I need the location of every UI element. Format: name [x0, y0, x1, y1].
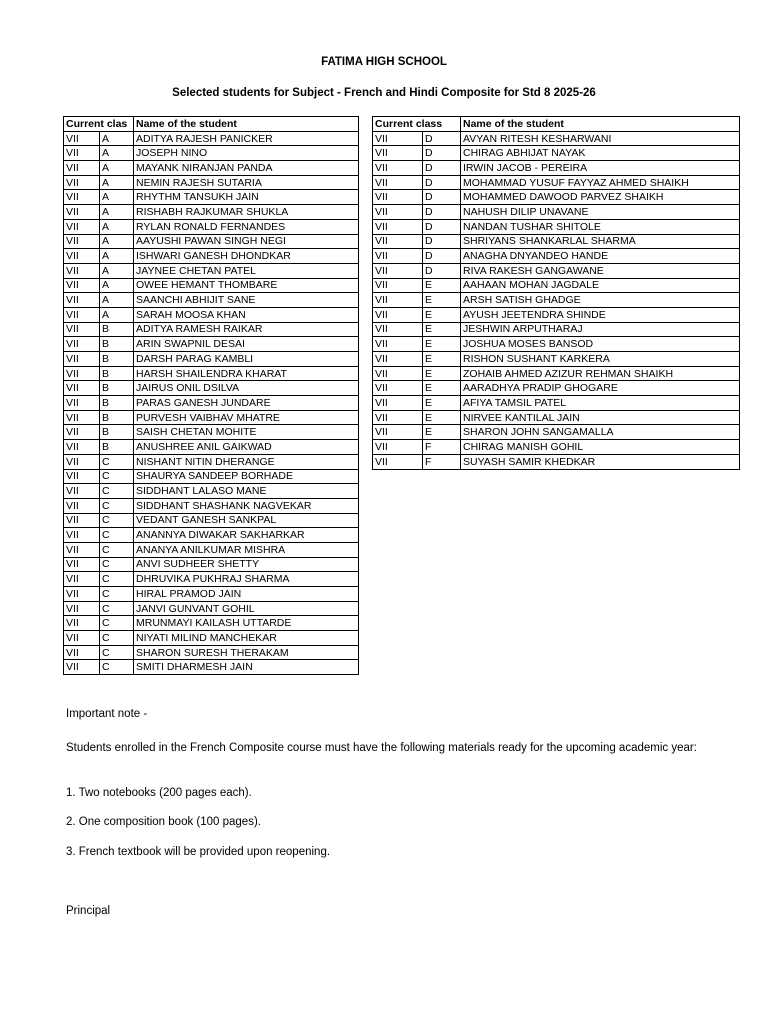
- student-name-cell: PURVESH VAIBHAV MHATRE: [134, 410, 359, 425]
- class-std-cell: VII: [64, 542, 100, 557]
- table-row: [64, 366, 359, 381]
- student-name-cell: AYUSH JEETENDRA SHINDE: [461, 307, 740, 322]
- student-name-cell: AFIYA TAMSIL PATEL: [461, 396, 740, 411]
- division-cell: A: [100, 161, 134, 176]
- student-name-cell: HARSH SHAILENDRA KHARAT: [134, 366, 359, 381]
- student-name-cell: JOSHUA MOSES BANSOD: [461, 337, 740, 352]
- class-std-cell: VII: [64, 175, 100, 190]
- division-cell: E: [423, 278, 461, 293]
- class-std-cell: VII: [64, 249, 100, 264]
- table-row: [64, 454, 359, 469]
- division-cell: E: [423, 410, 461, 425]
- student-name-cell: HIRAL PRAMOD JAIN: [134, 587, 359, 602]
- table-row: [64, 205, 359, 220]
- student-name-cell: DARSH PARAG KAMBLI: [134, 352, 359, 367]
- division-cell: B: [100, 396, 134, 411]
- table-row: [64, 131, 359, 146]
- division-cell: D: [423, 190, 461, 205]
- table-row: [64, 616, 359, 631]
- division-cell: A: [100, 190, 134, 205]
- table-row: [64, 469, 359, 484]
- division-cell: D: [423, 131, 461, 146]
- class-std-cell: VII: [373, 293, 423, 308]
- class-std-cell: VII: [64, 587, 100, 602]
- table-header-row: [64, 117, 359, 132]
- class-std-cell: VII: [64, 498, 100, 513]
- student-name-cell: ANANYA ANILKUMAR MISHRA: [134, 542, 359, 557]
- class-std-cell: VII: [64, 454, 100, 469]
- class-std-cell: VII: [64, 469, 100, 484]
- note-item: 3. French textbook will be provided upon reopening.: [66, 846, 331, 858]
- note-item: 1. Two notebooks (200 pages each).: [66, 787, 252, 799]
- table-row: [64, 190, 359, 205]
- class-std-cell: VII: [373, 249, 423, 264]
- signature-principal: Principal: [66, 905, 111, 917]
- student-table-left: [63, 116, 359, 675]
- table-row: [64, 263, 359, 278]
- student-name-cell: NEMIN RAJESH SUTARIA: [134, 175, 359, 190]
- table-row: [373, 352, 740, 367]
- division-cell: A: [100, 234, 134, 249]
- division-cell: F: [423, 440, 461, 455]
- table-row: [64, 161, 359, 176]
- note-item: 2. One composition book (100 pages).: [66, 816, 261, 828]
- student-name-cell: ADITYA RAJESH PANICKER: [134, 131, 359, 146]
- table-row: [373, 425, 740, 440]
- class-std-cell: VII: [373, 175, 423, 190]
- class-std-cell: VII: [373, 219, 423, 234]
- division-cell: B: [100, 352, 134, 367]
- division-cell: B: [100, 366, 134, 381]
- student-name-cell: ARSH SATISH GHADGE: [461, 293, 740, 308]
- table-row: [64, 484, 359, 499]
- table-row: [373, 161, 740, 176]
- class-std-cell: VII: [64, 601, 100, 616]
- class-std-cell: VII: [373, 322, 423, 337]
- class-std-cell: VII: [64, 190, 100, 205]
- table-row: [64, 410, 359, 425]
- class-std-cell: VII: [64, 161, 100, 176]
- division-cell: C: [100, 469, 134, 484]
- class-std-cell: VII: [64, 528, 100, 543]
- table-row: [64, 249, 359, 264]
- class-std-cell: VII: [373, 410, 423, 425]
- student-name-cell: SHARON SURESH THERAKAM: [134, 645, 359, 660]
- division-cell: C: [100, 557, 134, 572]
- table-row: [64, 425, 359, 440]
- note-intro: Students enrolled in the French Composite course must have the following materials ready for the upcoming academic year:: [66, 742, 697, 754]
- student-name-cell: RHYTHM TANSUKH JAIN: [134, 190, 359, 205]
- division-cell: A: [100, 146, 134, 161]
- division-cell: E: [423, 366, 461, 381]
- table-row: [64, 352, 359, 367]
- table-row: [64, 440, 359, 455]
- note-heading: Important note -: [66, 708, 148, 720]
- student-name-cell: ANAGHA DNYANDEO HANDE: [461, 249, 740, 264]
- class-std-cell: VII: [373, 440, 423, 455]
- current-class-header: Current clas: [64, 117, 134, 132]
- division-cell: C: [100, 542, 134, 557]
- student-table-right: [372, 116, 740, 470]
- student-name-cell: DHRUVIKA PUKHRAJ SHARMA: [134, 572, 359, 587]
- class-std-cell: VII: [64, 513, 100, 528]
- division-cell: C: [100, 572, 134, 587]
- class-std-cell: VII: [64, 440, 100, 455]
- class-std-cell: VII: [373, 161, 423, 176]
- student-name-cell: CHIRAG MANISH GOHIL: [461, 440, 740, 455]
- division-cell: A: [100, 263, 134, 278]
- class-std-cell: VII: [64, 381, 100, 396]
- division-cell: C: [100, 660, 134, 675]
- student-name-cell: SHAURYA SANDEEP BORHADE: [134, 469, 359, 484]
- class-std-cell: VII: [373, 205, 423, 220]
- division-cell: D: [423, 219, 461, 234]
- class-std-cell: VII: [373, 278, 423, 293]
- table-row: [64, 542, 359, 557]
- table-row: [64, 557, 359, 572]
- division-cell: C: [100, 528, 134, 543]
- division-cell: D: [423, 175, 461, 190]
- document-subtitle: Selected students for Subject - French and Hindi Composite for Std 8 2025-26: [172, 87, 596, 99]
- table-row: [373, 175, 740, 190]
- division-cell: D: [423, 205, 461, 220]
- class-std-cell: VII: [373, 263, 423, 278]
- table-row: [373, 131, 740, 146]
- table-row: [64, 660, 359, 675]
- class-std-cell: VII: [64, 146, 100, 161]
- class-std-cell: VII: [373, 337, 423, 352]
- student-name-cell: SUYASH SAMIR KHEDKAR: [461, 454, 740, 469]
- table-row: [373, 366, 740, 381]
- table-row: [64, 219, 359, 234]
- table-row: [373, 440, 740, 455]
- table-row: [373, 146, 740, 161]
- student-name-cell: ADITYA RAMESH RAIKAR: [134, 322, 359, 337]
- class-std-cell: VII: [64, 645, 100, 660]
- division-cell: E: [423, 293, 461, 308]
- table-row: [64, 337, 359, 352]
- table-row: [64, 175, 359, 190]
- class-std-cell: VII: [64, 307, 100, 322]
- class-std-cell: VII: [373, 131, 423, 146]
- student-name-cell: AVYAN RITESH KESHARWANI: [461, 131, 740, 146]
- division-cell: E: [423, 352, 461, 367]
- table-header-row: [373, 117, 740, 132]
- class-std-cell: VII: [64, 425, 100, 440]
- student-name-cell: SIDDHANT SHASHANK NAGVEKAR: [134, 498, 359, 513]
- table-row: [64, 307, 359, 322]
- class-std-cell: VII: [64, 322, 100, 337]
- current-class-header: Current class: [373, 117, 461, 132]
- table-row: [373, 190, 740, 205]
- class-std-cell: VII: [373, 307, 423, 322]
- table-row: [373, 307, 740, 322]
- student-name-cell: SAANCHI ABHIJIT SANE: [134, 293, 359, 308]
- student-name-cell: NIYATI MILIND MANCHEKAR: [134, 631, 359, 646]
- class-std-cell: VII: [64, 484, 100, 499]
- student-name-cell: AAYUSHI PAWAN SINGH NEGI: [134, 234, 359, 249]
- division-cell: A: [100, 175, 134, 190]
- student-name-cell: PARAS GANESH JUNDARE: [134, 396, 359, 411]
- table-row: [64, 322, 359, 337]
- student-name-cell: JANVI GUNVANT GOHIL: [134, 601, 359, 616]
- division-cell: C: [100, 484, 134, 499]
- division-cell: A: [100, 278, 134, 293]
- class-std-cell: VII: [64, 396, 100, 411]
- table-row: [64, 601, 359, 616]
- student-name-cell: RISHON SUSHANT KARKERA: [461, 352, 740, 367]
- division-cell: E: [423, 425, 461, 440]
- student-name-cell: MAYANK NIRANJAN PANDA: [134, 161, 359, 176]
- division-cell: E: [423, 307, 461, 322]
- table-row: [373, 410, 740, 425]
- student-name-cell: RYLAN RONALD FERNANDES: [134, 219, 359, 234]
- division-cell: C: [100, 601, 134, 616]
- division-cell: B: [100, 322, 134, 337]
- division-cell: D: [423, 263, 461, 278]
- division-cell: A: [100, 293, 134, 308]
- class-std-cell: VII: [373, 366, 423, 381]
- table-row: [373, 234, 740, 249]
- student-name-cell: RIVA RAKESH GANGAWANE: [461, 263, 740, 278]
- table-row: [373, 219, 740, 234]
- table-row: [64, 498, 359, 513]
- table-row: [373, 337, 740, 352]
- table-row: [64, 645, 359, 660]
- student-name-cell: JAYNEE CHETAN PATEL: [134, 263, 359, 278]
- division-cell: A: [100, 219, 134, 234]
- student-name-cell: SHRIYANS SHANKARLAL SHARMA: [461, 234, 740, 249]
- student-name-cell: OWEE HEMANT THOMBARE: [134, 278, 359, 293]
- student-name-cell: JAIRUS ONIL DSILVA: [134, 381, 359, 396]
- table-row: [64, 381, 359, 396]
- table-row: [373, 249, 740, 264]
- class-std-cell: VII: [373, 396, 423, 411]
- student-name-cell: NISHANT NITIN DHERANGE: [134, 454, 359, 469]
- table-row: [64, 572, 359, 587]
- division-cell: C: [100, 513, 134, 528]
- division-cell: C: [100, 645, 134, 660]
- class-std-cell: VII: [373, 234, 423, 249]
- table-row: [64, 631, 359, 646]
- student-name-cell: VEDANT GANESH SANKPAL: [134, 513, 359, 528]
- class-std-cell: VII: [373, 425, 423, 440]
- table-row: [64, 293, 359, 308]
- division-cell: C: [100, 631, 134, 646]
- class-std-cell: VII: [373, 146, 423, 161]
- student-name-cell: MOHAMMAD YUSUF FAYYAZ AHMED SHAIKH: [461, 175, 740, 190]
- division-cell: B: [100, 337, 134, 352]
- class-std-cell: VII: [64, 660, 100, 675]
- class-std-cell: VII: [64, 572, 100, 587]
- student-name-cell: SAISH CHETAN MOHITE: [134, 425, 359, 440]
- division-cell: B: [100, 410, 134, 425]
- student-name-cell: ISHWARI GANESH DHONDKAR: [134, 249, 359, 264]
- division-cell: C: [100, 454, 134, 469]
- student-name-cell: ZOHAIB AHMED AZIZUR REHMAN SHAIKH: [461, 366, 740, 381]
- table-row: [373, 278, 740, 293]
- table-row: [64, 234, 359, 249]
- student-name-cell: ANUSHREE ANIL GAIKWAD: [134, 440, 359, 455]
- table-row: [373, 454, 740, 469]
- student-name-cell: NAHUSH DILIP UNAVANE: [461, 205, 740, 220]
- table-row: [64, 528, 359, 543]
- division-cell: E: [423, 337, 461, 352]
- class-std-cell: VII: [373, 454, 423, 469]
- student-name-cell: NIRVEE KANTILAL JAIN: [461, 410, 740, 425]
- table-row: [373, 293, 740, 308]
- class-std-cell: VII: [373, 190, 423, 205]
- table-row: [373, 263, 740, 278]
- division-cell: D: [423, 234, 461, 249]
- table-row: [64, 587, 359, 602]
- class-std-cell: VII: [64, 278, 100, 293]
- division-cell: B: [100, 381, 134, 396]
- student-name-cell: RISHABH RAJKUMAR SHUKLA: [134, 205, 359, 220]
- student-name-cell: MRUNMAYI KAILASH UTTARDE: [134, 616, 359, 631]
- student-name-header: Name of the student: [461, 117, 740, 132]
- class-std-cell: VII: [64, 631, 100, 646]
- student-name-cell: AARADHYA PRADIP GHOGARE: [461, 381, 740, 396]
- division-cell: C: [100, 587, 134, 602]
- class-std-cell: VII: [373, 381, 423, 396]
- class-std-cell: VII: [64, 557, 100, 572]
- table-row: [64, 146, 359, 161]
- division-cell: E: [423, 322, 461, 337]
- division-cell: A: [100, 131, 134, 146]
- class-std-cell: VII: [373, 352, 423, 367]
- class-std-cell: VII: [64, 337, 100, 352]
- student-name-header: Name of the student: [134, 117, 359, 132]
- division-cell: E: [423, 396, 461, 411]
- table-row: [64, 513, 359, 528]
- class-std-cell: VII: [64, 352, 100, 367]
- student-name-cell: SMITI DHARMESH JAIN: [134, 660, 359, 675]
- student-name-cell: MOHAMMED DAWOOD PARVEZ SHAIKH: [461, 190, 740, 205]
- division-cell: B: [100, 440, 134, 455]
- student-name-cell: NANDAN TUSHAR SHITOLE: [461, 219, 740, 234]
- table-row: [64, 396, 359, 411]
- student-name-cell: SIDDHANT LALASO MANE: [134, 484, 359, 499]
- table-row: [373, 381, 740, 396]
- school-name: FATIMA HIGH SCHOOL: [321, 56, 447, 68]
- student-name-cell: JESHWIN ARPUTHARAJ: [461, 322, 740, 337]
- division-cell: B: [100, 425, 134, 440]
- class-std-cell: VII: [64, 410, 100, 425]
- student-name-cell: AAHAAN MOHAN JAGDALE: [461, 278, 740, 293]
- class-std-cell: VII: [64, 219, 100, 234]
- student-name-cell: ANVI SUDHEER SHETTY: [134, 557, 359, 572]
- division-cell: D: [423, 146, 461, 161]
- table-row: [373, 396, 740, 411]
- table-row: [373, 322, 740, 337]
- division-cell: A: [100, 307, 134, 322]
- class-std-cell: VII: [64, 131, 100, 146]
- student-name-cell: SARAH MOOSA KHAN: [134, 307, 359, 322]
- class-std-cell: VII: [64, 616, 100, 631]
- student-name-cell: ARIN SWAPNIL DESAI: [134, 337, 359, 352]
- table-row: [64, 278, 359, 293]
- division-cell: D: [423, 249, 461, 264]
- division-cell: C: [100, 498, 134, 513]
- division-cell: D: [423, 161, 461, 176]
- class-std-cell: VII: [64, 205, 100, 220]
- student-name-cell: ANANNYA DIWAKAR SAKHARKAR: [134, 528, 359, 543]
- class-std-cell: VII: [64, 293, 100, 308]
- class-std-cell: VII: [64, 234, 100, 249]
- division-cell: F: [423, 454, 461, 469]
- student-name-cell: IRWIN JACOB - PEREIRA: [461, 161, 740, 176]
- division-cell: A: [100, 205, 134, 220]
- class-std-cell: VII: [64, 263, 100, 278]
- division-cell: E: [423, 381, 461, 396]
- student-name-cell: JOSEPH NINO: [134, 146, 359, 161]
- division-cell: C: [100, 616, 134, 631]
- class-std-cell: VII: [64, 366, 100, 381]
- student-name-cell: CHIRAG ABHIJAT NAYAK: [461, 146, 740, 161]
- table-row: [373, 205, 740, 220]
- student-name-cell: SHARON JOHN SANGAMALLA: [461, 425, 740, 440]
- division-cell: A: [100, 249, 134, 264]
